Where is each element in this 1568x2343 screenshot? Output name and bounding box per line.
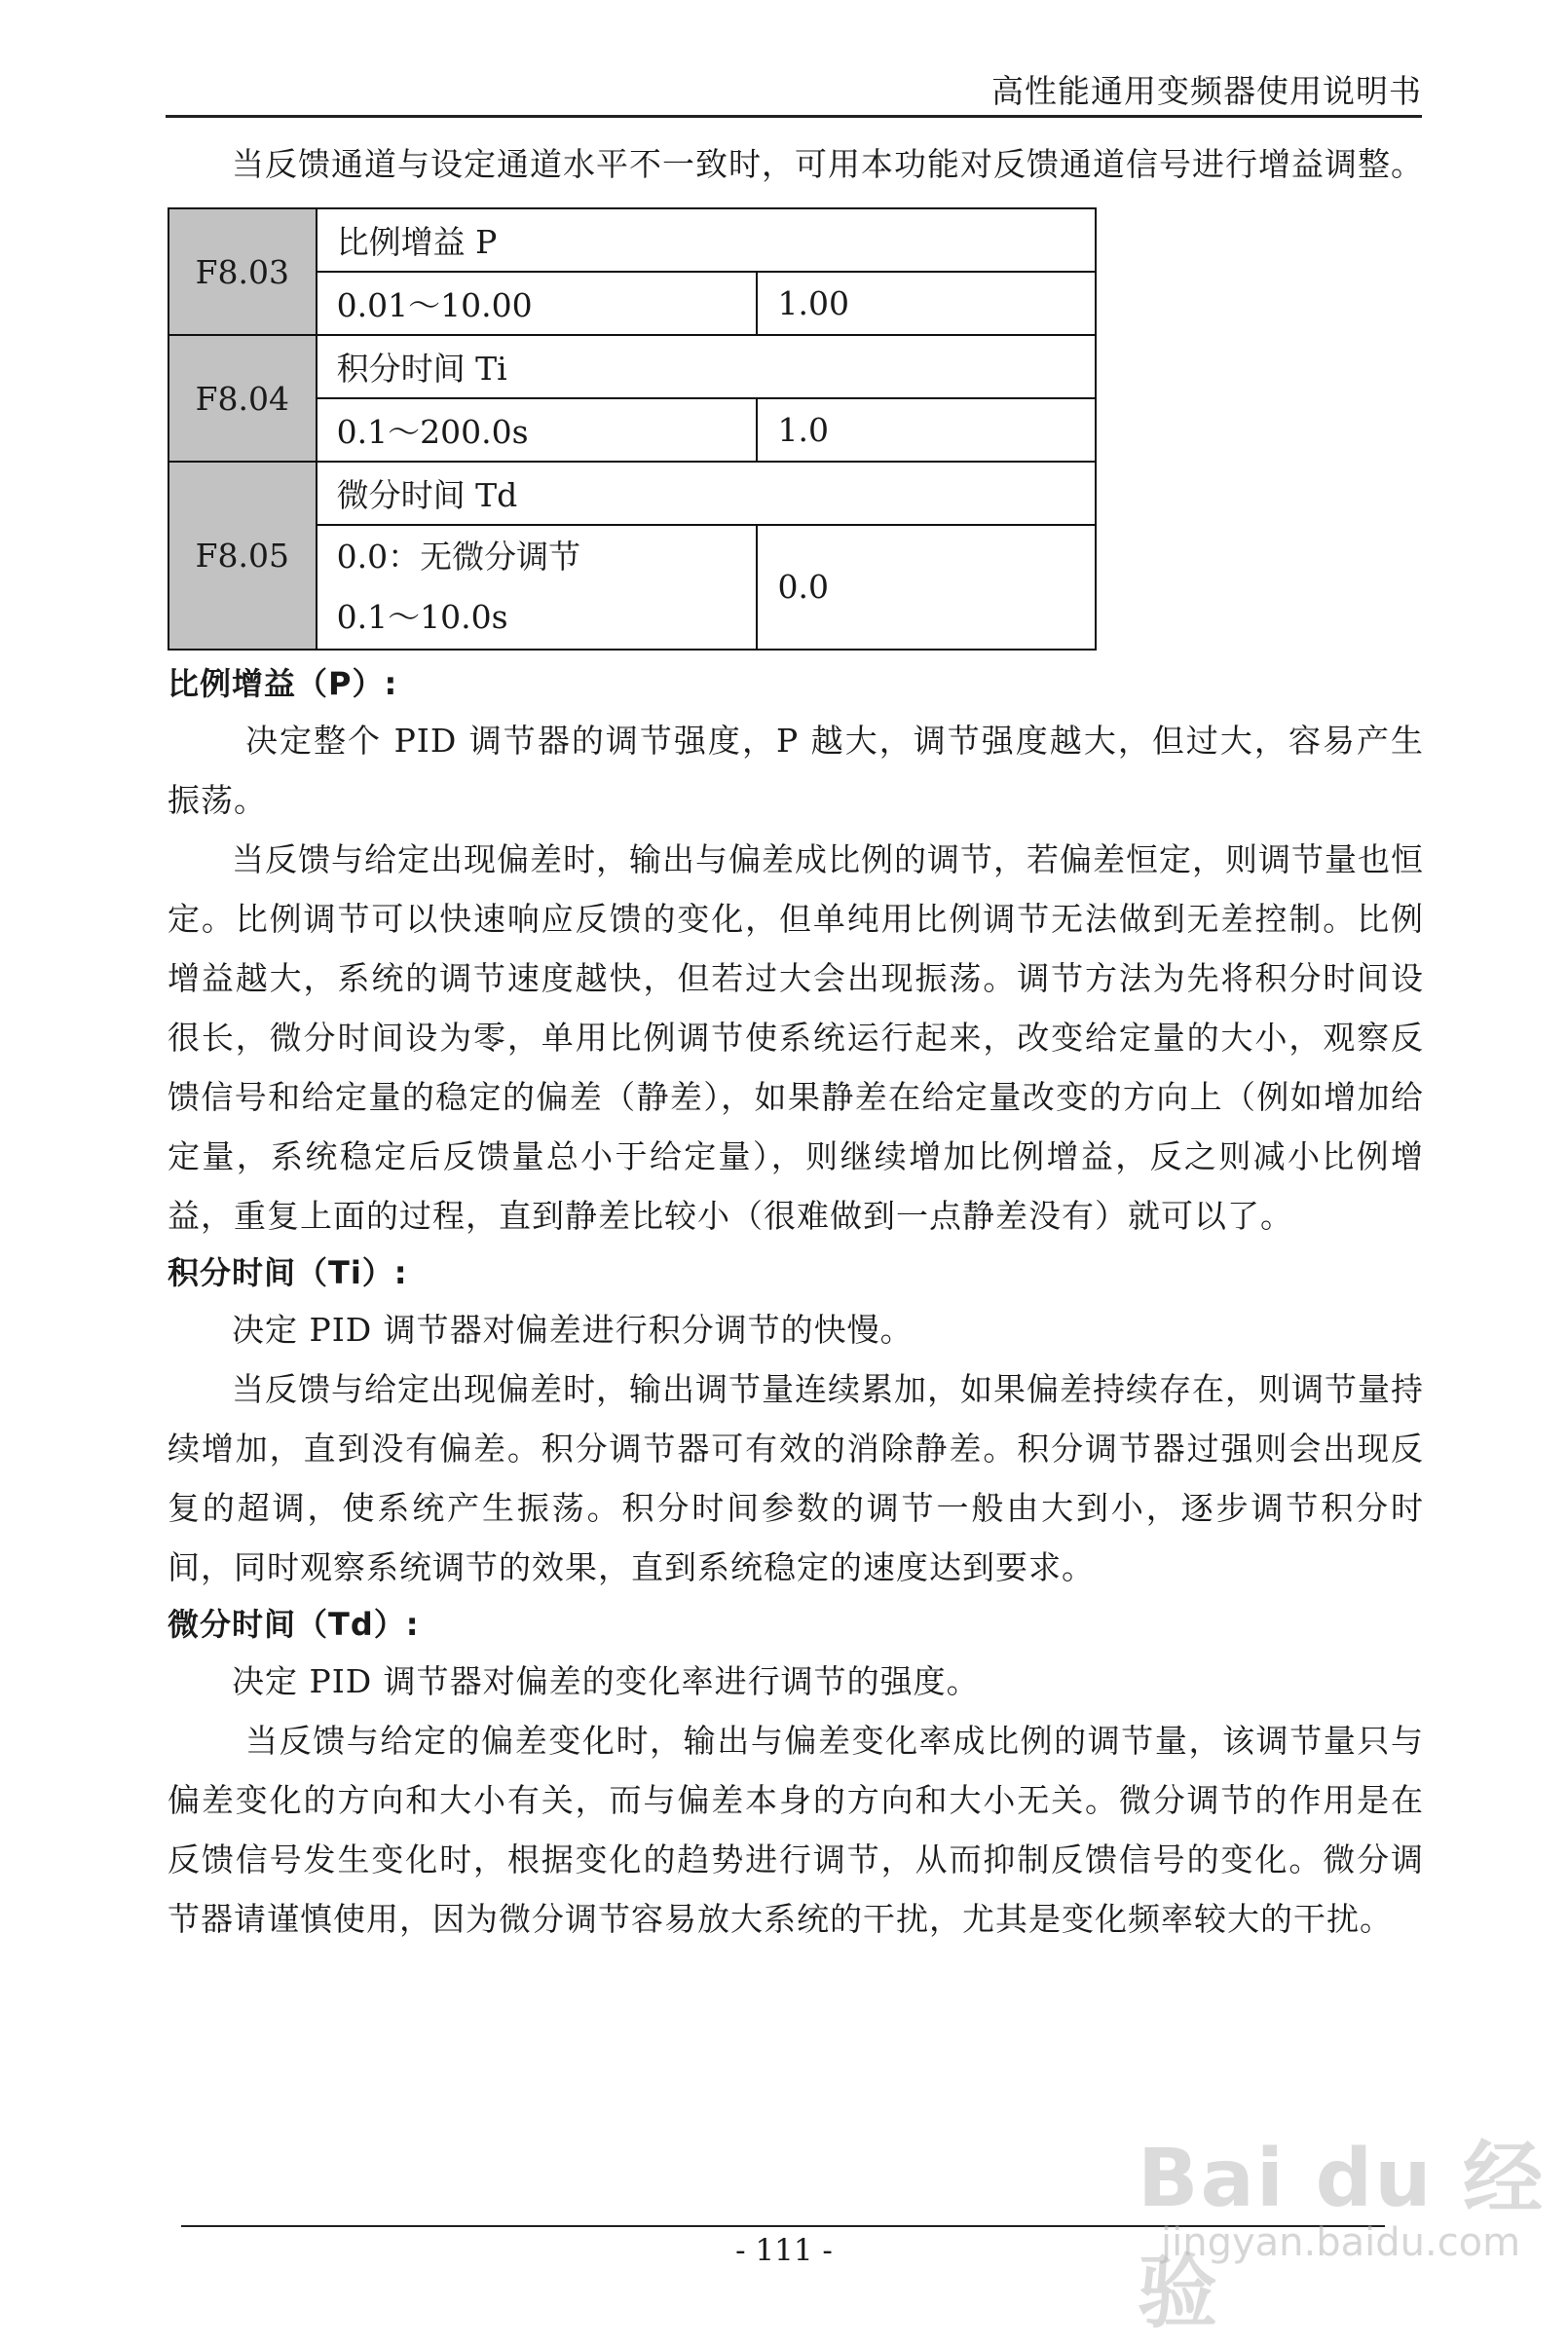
watermark-url: jingyan.baidu.com [1161,2220,1521,2265]
param-code: F8.03 [168,208,317,335]
param-name: 比例增益 P [317,208,1096,272]
section-heading-p: 比例增益（P）: [168,665,398,702]
param-range-line: 0.1～10.0s [336,598,508,636]
parameter-table [168,207,1097,651]
baidu-jingyan-watermark [1138,2115,1547,2339]
param-range: 0.1～200.0s [317,398,758,462]
body-paragraph: 当反馈与给定出现偏差时，输出与偏差成比例的调节，若偏差恒定，则调节量也恒定。比例调节可以快速响应反馈的变化，但单纯用比例调节无法做到无差控制。比例增益越大，系统的调节速度越快，但若过大会出现振荡。调节方法为先将积分时间设很长，微分时间设为零，单用比例调节使系统运行起来，改变给定量的大小，观察反馈信号和给定量的稳定的偏差（静差），如果静差在给定量改变的方向上（例如增加给定量，系统稳定后反馈量总小于给定量），则继续增加比例增益，反之则减小比例增益，重复上面的过程，直到静差比较小（很难做到一点静差没有）就可以了。 [168,840,1424,1235]
param-range: 0.01～10.00 [317,272,758,335]
body-paragraph: 当反馈与给定出现偏差时，输出调节量连续累加，如果偏差持续存在，则调节量持续增加，直到没有偏差。积分调节器可有效的消除静差。积分调节器过强则会出现反复的超调，使系统产生振荡。积分时间参数的调节一般由大到小，逐步调节积分时间，同时观察系统调节的效果，直到系统稳定的速度达到要求。 [168,1370,1424,1586]
param-range [317,525,758,650]
param-default [757,525,1096,650]
param-code: F8.04 [168,335,317,462]
param-row-f8-04-name [168,335,1096,398]
param-default: 1.00 [757,272,1096,335]
param-name: 积分时间 Ti [317,335,1096,398]
param-range-line: 0.0：无微分调节 [336,538,581,576]
header-title: 高性能通用变频器使用说明书 [991,72,1422,110]
param-code: F8.05 [168,462,317,650]
section-heading-td: 微分时间（Td）: [168,1606,420,1643]
watermark-logo: Bai du 经验 [1138,2133,1546,2339]
param-row-f8-05-name [168,462,1096,525]
intro-paragraph: 当反馈通道与设定通道水平不一致时，可用本功能对反馈通道信号进行增益调整。 [232,145,1424,183]
page-number: - 111 - [735,2233,833,2268]
page-header [166,60,1422,118]
param-name: 微分时间 Td [317,462,1096,525]
body-paragraph: 当反馈与给定的偏差变化时，输出与偏差变化率成比例的调节量，该调节量只与偏差变化的方向和大小有关，而与偏差本身的方向和大小无关。微分调节的作用是在反馈信号发生变化时，根据变化的趋势进行调节，从而抑制反馈信号的变化。微分调节器请谨慎使用，因为微分调节容易放大系统的干扰，尤其是变化频率较大的干扰。 [168,1722,1424,1938]
section-heading-ti: 积分时间（Ti）: [168,1254,408,1291]
param-default: 1.0 [757,398,1096,462]
param-row-f8-03-name [168,208,1096,272]
page-content [168,134,1424,1949]
param-default-value: 0.0 [777,568,829,606]
body-paragraph: 决定 PID 调节器对偏差的变化率进行调节的强度。 [232,1662,980,1700]
body-paragraph: 决定 PID 调节器对偏差进行积分调节的快慢。 [232,1311,914,1349]
body-paragraph: 决定整个 PID 调节器的调节强度，P 越大，调节强度越大，但过大，容易产生振荡。 [168,722,1424,819]
